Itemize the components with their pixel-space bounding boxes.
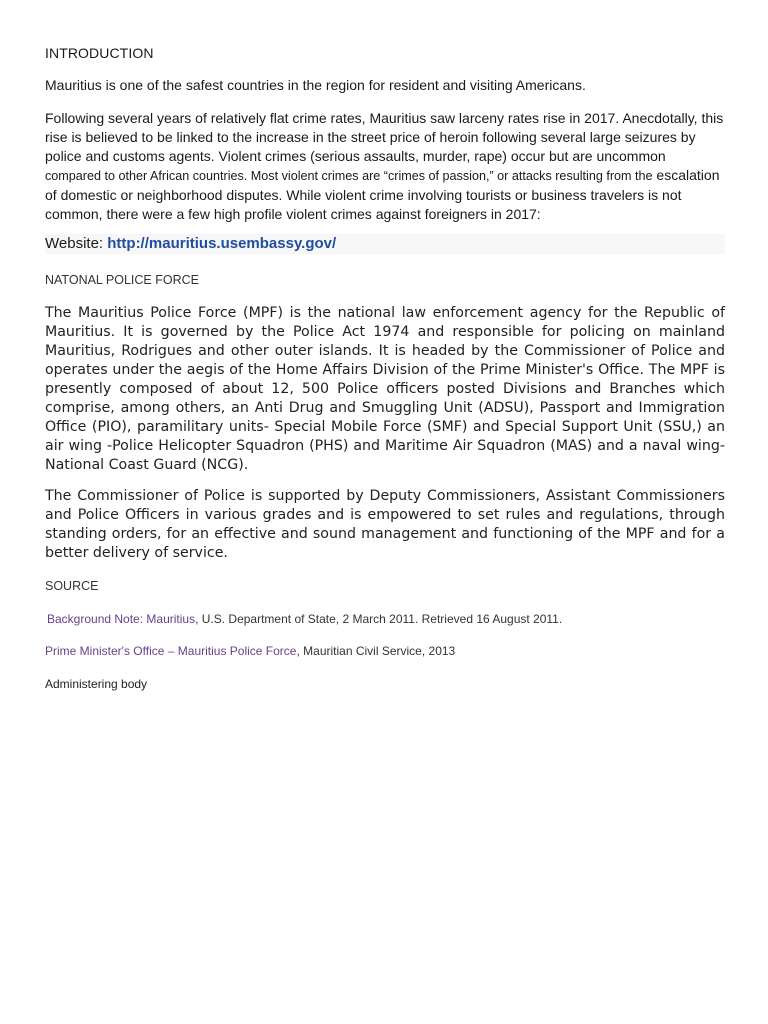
police-heading: NATONAL POLICE FORCE xyxy=(45,273,199,287)
administering-body-label: Administering body xyxy=(45,677,148,691)
crime-paragraph xyxy=(45,109,725,224)
crime-text-3: escalation of domestic or neighborhood disputes. While violent crime involving tourists or business travelers is not common, there were a few high profile violent crimes against foreigners in 2017: xyxy=(45,167,720,222)
mpf-paragraph: The Mauritius Police Force (MPF) is the national law enforcement agency for the Republic of Mauritius. It is governed by the Police Act 1974 and responsible for policing on mainland Mauritius, Rodrigues and other outer islands. It is headed by the Commissioner of Police and operates under the aegis of the Home Affairs Division of the Prime Minister's Office. The MPF is presently composed of about 12, 500 Police officers posted Divisions and Branches which comprise, among others, an Anti Drug and Smuggling Unit (ADSU), Passport and Immigration Office (PIO), paramilitary units- Special Mobile Force (SMF) and Special Support Unit (SSU,) an air wing -Police Helicopter Squadron (PHS) and Maritime Air Squadron (MAS) and a naval wing-National Coast Guard (NCG). xyxy=(45,305,725,473)
source-reference-1 xyxy=(47,612,562,626)
website-link[interactable]: http://mauritius.usembassy.gov/ xyxy=(107,235,337,252)
commissioner-paragraph: The Commissioner of Police is supported by Deputy Commissioners, Assistant Commissioners and Police Officers in various grades and is empowered to set rules and regulations, through standing orders, for an effective and sound management and functioning of the MPF and for a better delivery of service. xyxy=(45,488,725,561)
source-reference-2-text: , Mauritian Civil Service, 2013 xyxy=(296,644,456,658)
introduction-heading: INTRODUCTION xyxy=(45,45,154,61)
crime-text-1: Following several years of relatively flat crime rates, Mauritius saw larceny rates rise in 2017. Anecdotally, this rise is believed to be linked to the increase in the street price of heroin following several large seizures by police and customs agents. Violent crimes (serious assaults, murder, rape) occur but are uncommon xyxy=(45,110,724,164)
source-reference-2 xyxy=(45,644,455,658)
prime-minister-office-link[interactable]: Prime Minister's Office – Mauritius Police Force xyxy=(45,644,297,658)
source-heading: SOURCE xyxy=(45,579,99,593)
website-label: Website: xyxy=(45,235,108,252)
crime-text-2: compared to other African countries. Most violent crimes are “crimes of passion,” or attacks resulting from the xyxy=(45,169,653,183)
safety-paragraph: Mauritius is one of the safest countries in the region for resident and visiting Americans. xyxy=(45,77,586,93)
source-reference-1-text: , U.S. Department of State, 2 March 2011. Retrieved 16 August 2011. xyxy=(195,612,563,626)
background-note-link[interactable]: Background Note: Mauritius xyxy=(47,612,196,626)
website-row xyxy=(45,234,725,254)
